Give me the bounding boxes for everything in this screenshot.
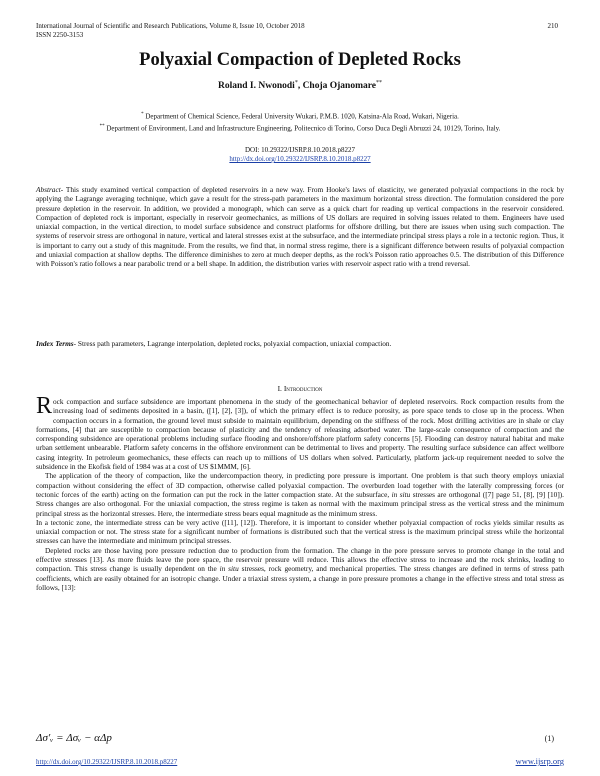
intro-p4-italic: in situ [219,564,239,574]
affiliation-1-mark: * [141,112,144,117]
intro-p4-part-b: stresses, rock geometry, and mechanical properties. The stress changes are defined in terms of stress path coefficients, which are easily obtained for an isotropic change. Under a triaxial stress system, a change in pore pressure promotes a change in the effective stress and total stress as follows, [13]: [36,564,564,592]
intro-p2-part-b: stresses are orthogonal ([7] page 51, [8], [9] [10]). Stress changes are also orthogonal. For the uniaxial compaction, the stress regime is taken as normal with the maximum principal stress as the vertical stress and the minimum principal stress as the horizontal stresses. Here, the intermediate stress bears equal magnitude as the minimum stress. [36,489,564,518]
intro-p2-italic: in situ [391,489,411,499]
doi-text: DOI: 10.29322/IJSRP.8.10.2018.p8227 [244,146,356,154]
intro-paragraph-1 [36,393,564,472]
equation-text: Δσ′ᵥ = Δσᵥ − αΔp [36,732,112,744]
intro-paragraph-2 [36,471,564,517]
intro-paragraph-3: In a tectonic zone, the intermediate stress can be very active ([11], [12]). Therefore, it is important to consider whether polyaxial compaction of rocks yields similar results as uniaxial compaction or not. The stress state for a significant number of formations is distributed such that the vertical stress is the maximum principal stress while the horizontal stresses can have the intermediate and minimum principal stresses. [36,517,564,546]
introduction [36,393,564,592]
index-terms [36,339,564,348]
equation-1 [36,732,564,744]
index-terms-text: - Stress path parameters, Lagrange interpolation, depleted rocks, polyaxial compaction, uniaxial compaction. [73,339,392,348]
affiliation-2-mark: ** [99,124,105,129]
intro-p4-part-a: Depleted rocks are those having pore pressure reduction due to production from the formation. The change in the pore pressure serves to promote change in the total and effective stresses [13]. As more fluids leave the pore space, the reservoir pressure will reduce. This allows the effective stress to increase and the rock shrinks, leading to compaction. This stress change is usually dependent on the [36,545,564,574]
section-number: I. [277,384,282,393]
running-header [36,22,564,40]
author-2: Choja Ojanomare [302,81,377,92]
index-terms-label: Index Terms [36,339,74,348]
section-heading [0,384,600,393]
intro-paragraph-1-text: ock compaction and surface subsidence are important phenomena in the study of the geomechanical behavior of depleted reservoirs. Rock compaction results from the increasing load of sediments deposited in a basin, ([1], [2], [3]), of which the primary effect is to reduce porosity, as pore space tends to close up in the process. When compaction occurs in a formation, the ground level must subside to maintain equilibrium, depending on the stiffness of the rock. Most drilling activities are in shale or clay formations, [4] that are susceptible to compaction because of plasticity and the tendency of releasing adsorbed water. The large-scale consequence of compaction and the corresponding subsidence are operational problems including surface flooding and onshore/offshore platform safety concerns [5]. Flooding can destroy natural habitat and make urban settlement unbearable. Platform safety concerns in the offshore environment can be detrimental to lives and property. The resulting surface subsidence can affect wellbore casing integrity. In petroleum geomechanics, these effects can reach up to millions of US dollars when solved. Particularly, platform jack-up requirement needed to solve the subsidence in the Ekofisk field of 1984 was at a cost of US $1MMM, [6]. [36,397,564,472]
affiliation-1 [0,112,600,120]
journal-name: International Journal of Scientific and Research Publications, Volume 8, Issue 10, October 2018 [36,22,305,30]
issn: ISSN 2250-3153 [36,31,84,39]
equation-number: (1) [544,734,554,743]
abstract-label: Abstract- [36,185,64,194]
author-1-mark: * [294,80,298,86]
author-1: Roland I. Nwonodi [217,81,295,92]
footer-doi-link[interactable]: http://dx.doi.org/10.29322/IJSRP.8.10.2018.p8227 [36,758,178,766]
abstract [36,185,564,269]
paper-title: Polyaxial Compaction of Depleted Rocks [139,50,461,70]
page-number: 210 [547,22,558,30]
affiliation-2 [0,124,600,132]
affiliation-1-text: Department of Chemical Science, Federal University Wukari, P.M.B. 1020, Katsina-Ala Road, Wukari, Nigeria. [143,112,459,121]
footer-site-link[interactable]: www.ijsrp.org [515,756,564,766]
intro-paragraph-4 [36,546,564,592]
intro-p2-part-a: The application of the theory of compaction, like the undercompaction theory, in predicting pore pressure is important. One problem is that such theory employs uniaxial compaction without considering the effect of 3D compaction, otherwise called polyaxial compaction. The overburden load together with the laterally compressing forces (or tectonic forces of the earth) acting on the formation can put the rock in the latter compaction state. At the subsurface, [36,471,564,499]
author-line [0,80,600,91]
affiliation-2-text: Department of Environment, Land and Infrastructure Engineering, Politecnico di Torino, Corso Duca Degli Abruzzi 24, 10129, Torino, Italy. [104,124,501,133]
doi-link[interactable]: http://dx.doi.org/10.29322/IJSRP.8.10.2018.p8227 [229,155,371,163]
section-title: Introduction [283,384,323,393]
author-separator: , [297,81,303,92]
author-2-mark: ** [376,80,383,86]
doi-block [0,146,600,164]
abstract-text: This study examined vertical compaction of depleted reservoirs in a new way. From Hooke's laws of elasticity, we generated polyaxial compactions in the rock by applying the Lagrange averaging technique, which gave a result for the stress-path parameters in the maximum horizontal stress direction. The formulation considered the pore pressure depletion in the reservoir. In addition, we provided a monograph, which can serve as a quick chart for reading up vertical compactions in the reservoir considered. Compaction of depleted rock is important, especially in reservoir geomechanics, as millions of US dollars are required in solving issues related to them. Engineers have used uniaxial compaction, in the vertical direction, to model surface subsidence and construct platforms for offshore drilling, but there are issues when using such compaction. The systems of reservoir stress are orthogonal in nature, vertical and lateral stresses exist at the subsurface, and the intermediate principal stress plays a role in a tectonic region. Thus, it is important to carry out a study of this magnitude. From the results, we find that, in normal stress regime, there is a significant difference between results of polyaxial compaction and uniaxial compaction at shallow depths. The difference diminishes to zero at much deeper depths, as the rock's Poisson ratio approaches 0.5. The distribution of this Difference with Poisson's ratio follows a near parabolic trend or a bell shape. In addition, the distribution varies with reservoir aspect ratio with a trend reversal. [36,185,564,269]
drop-cap: R [36,393,53,419]
